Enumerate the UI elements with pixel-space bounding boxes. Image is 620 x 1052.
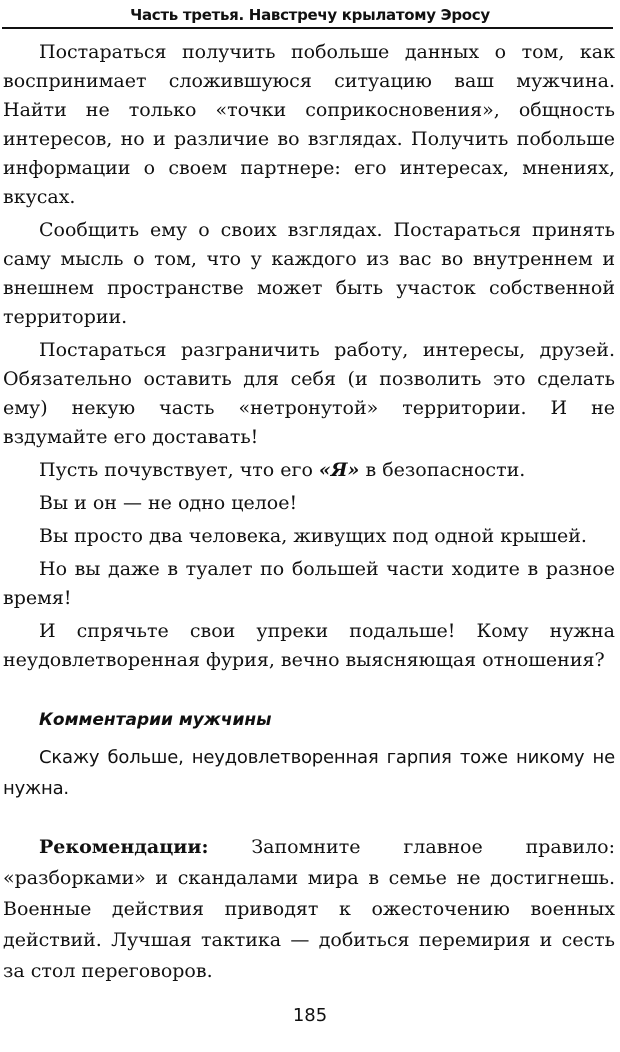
ya-emphasis: «Я» (318, 459, 360, 481)
paragraph-3: Постараться разграничить работу, интересы, друзей. Обязательно оставить для себя (и позволить это сделать ему) некую часть «нетронутой» территории. И не вздумайте его доставать! (3, 339, 615, 448)
paragraph-7: Но вы даже в туалет по большей части ходите в разное время! (3, 558, 615, 609)
paragraph-4 (3, 456, 615, 485)
running-title: Часть третья. Навстречу крылатому Эросу (130, 6, 490, 24)
recommendation-label: Рекомендации: (39, 836, 209, 858)
recommendation-paragraph (3, 832, 615, 987)
commentary-text: Скажу больше, неудовлетворенная гарпия тоже никому не нужна. (3, 747, 615, 799)
recommendation-text: Запомните главное правило: «разборками» и скандалами мира в семье не достигнешь. Военные действия приводят к ожесточению военных действий. Лучшая тактика — добиться перемирия и сесть за стол переговоров. (3, 836, 615, 982)
paragraph-2: Сообщить ему о своих взглядах. Постараться принять саму мысль о том, что у каждого из вас во внутреннем и внешнем пространстве может быть участок собственной территории. (3, 219, 615, 328)
paragraph-5: Вы и он — не одно целое! (39, 492, 298, 514)
header-rule (2, 27, 613, 29)
page-number: 185 (292, 1005, 328, 1026)
paragraph-6: Вы просто два человека, живущих под одной крышей. (39, 525, 587, 547)
paragraph-4-end: в безопасности. (359, 459, 526, 481)
paragraph-4-start: Пусть почувствует, что его (39, 459, 319, 481)
paragraph-8: И спрячьте свои упреки подальше! Кому нужна неудовлетворенная фурия, вечно выясняющая отношения? (3, 620, 615, 671)
paragraph-1: Постараться получить побольше данных о том, как воспринимает сложившуюся ситуацию ваш мужчина. Найти не только «точки соприкосновения», общность интересов, но и различие во взглядах. Получить побольше информации о своем партнере: его интересах, мнениях, вкусах. (3, 41, 615, 208)
commentary-heading: Комментарии мужчины (39, 710, 272, 730)
main-text (3, 38, 615, 675)
